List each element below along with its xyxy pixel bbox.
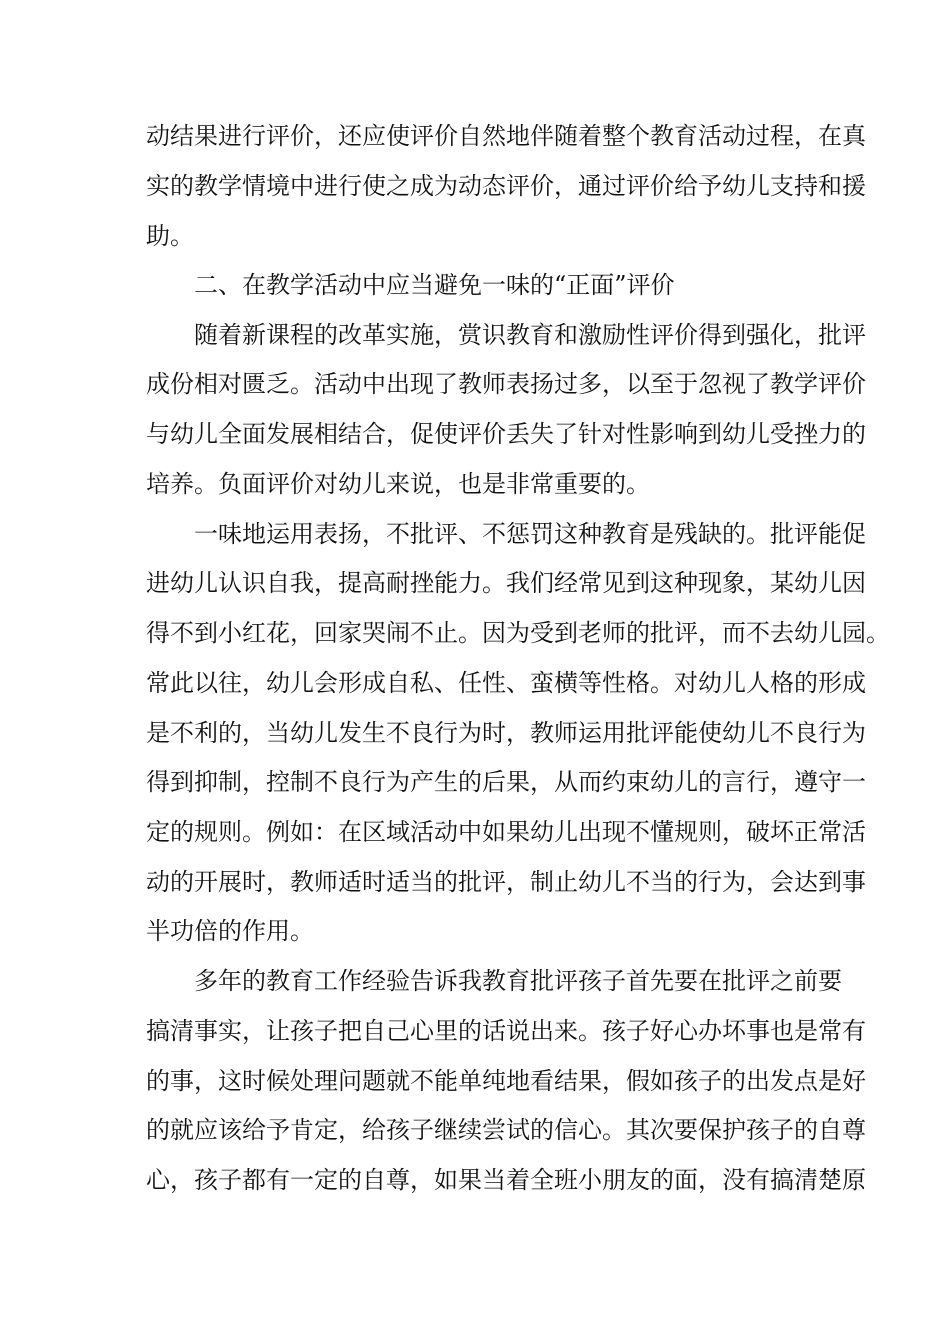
section-heading: 二、在教学活动中应当避免一味的“正面”评价 [194,271,675,299]
text-line: 是不利的，当幼儿发生不良行为时，教师运用批评能使幼儿不良行为 [146,719,866,747]
text-line: 得不到小红花，回家哭闹不止。因为受到老师的批评，而不去幼儿园。 [146,619,890,647]
text-line: 助。 [146,222,194,250]
text-line: 心，孩子都有一定的自尊，如果当着全班小朋友的面，没有搞清楚原 [146,1166,866,1194]
text-line: 半功倍的作用。 [146,917,314,945]
text-line: 的事，这时候处理问题就不能单纯地看结果，假如孩子的出发点是好 [146,1067,866,1095]
text-line: 动结果进行评价，还应使评价自然地伴随着整个教育活动过程，在真 [146,122,866,150]
text-line: 实的教学情境中进行使之成为动态评价，通过评价给予幼儿支持和援 [146,172,866,200]
text-line: 常此以往，幼儿会形成自私、任性、蛮横等性格。对幼儿人格的形成 [146,669,866,697]
text-line: 的就应该给予肯定，给孩子继续尝试的信心。其次要保护孩子的自尊 [146,1116,866,1144]
text-line: 多年的教育工作经验告诉我教育批评孩子首先要在批评之前要 [194,967,842,995]
text-line: 搞清事实，让孩子把自己心里的话说出来。孩子好心办坏事也是常有 [146,1017,866,1045]
text-line: 定的规则。例如：在区域活动中如果幼儿出现不懂规则，破坏正常活 [146,818,866,846]
text-line: 得到抑制，控制不良行为产生的后果，从而约束幼儿的言行，遵守一 [146,768,866,796]
text-line: 动的开展时，教师适时适当的批评，制止幼儿不当的行为，会达到事 [146,868,866,896]
text-line: 随着新课程的改革实施，赏识教育和激励性评价得到强化，批评 [194,321,866,349]
text-line: 一味地运用表扬，不批评、不惩罚这种教育是残缺的。批评能促 [194,520,866,548]
text-line: 进幼儿认识自我，提高耐挫能力。我们经常见到这种现象，某幼儿因 [146,569,866,597]
text-line: 成份相对匮乏。活动中出现了教师表扬过多，以至于忽视了教学评价 [146,370,866,398]
text-line: 培养。负面评价对幼儿来说，也是非常重要的。 [146,470,650,498]
text-line: 与幼儿全面发展相结合，促使评价丢失了针对性影响到幼儿受挫力的 [146,420,866,448]
